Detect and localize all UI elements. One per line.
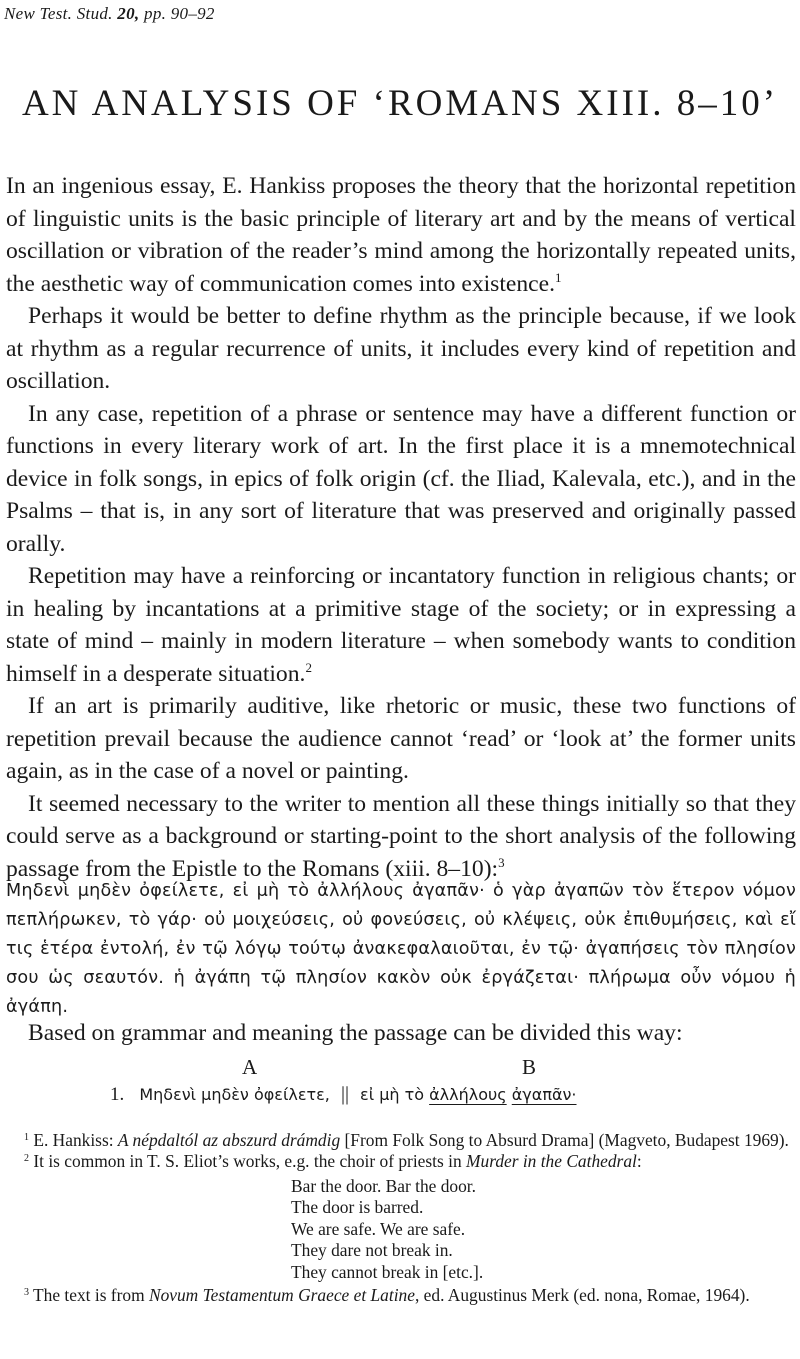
poem-line: They dare not break in.: [291, 1240, 453, 1261]
division-number: 1.: [110, 1084, 125, 1105]
division-part-b-prefix: εἰ μὴ τὸ: [360, 1085, 425, 1104]
volume-number: 20,: [117, 4, 140, 23]
poem-line: We are safe. We are safe.: [291, 1218, 466, 1239]
footnotes: [6, 1130, 796, 1306]
cited-title: Novum Testamentum Graece et Latine: [148, 1285, 415, 1306]
poem-line: The door is barred.: [291, 1197, 424, 1218]
footnote-1: $^1$ E. Hankiss: A népdaltól az abszurd drámdig [From Folk Song to Absurd Drama] (Magveto, Budapest 1969).: [24, 1130, 789, 1150]
division-separator: ||: [340, 1083, 349, 1105]
cited-title: Murder in the Cathedral: [466, 1151, 637, 1171]
footnote-ref[interactable]: 3: [498, 854, 505, 870]
cited-title: A népdaltól az abszurd drámdig: [117, 1130, 341, 1150]
running-head: [4, 4, 215, 24]
division-underlined-word: ἀγαπᾶν·: [511, 1085, 577, 1104]
paragraph: If an art is primarily auditive, like rhetoric or music, these two functions of repetition prevail because the audience cannot ‘read’ or ‘look at’ the former units again, as in the case of a novel or painting.: [6, 693, 796, 784]
article-body: [6, 170, 796, 885]
column-label-a: A: [242, 1055, 258, 1079]
poem-line: They cannot break in [etc.].: [291, 1261, 484, 1282]
quoted-poem: [291, 1176, 796, 1283]
paragraph: Repetition may have a reinforcing or incantatory function in religious chants; or in healing by incantations at a primitive stage of the society; or in expressing a state of mind – mainly in modern literature – when somebody wants to condition himself in a desperate situation.$^2$: [6, 563, 796, 687]
footnote-2: $^2$ It is common in T. S. Eliot’s works, e.g. the choir of priests in Murder in the Cathedral:: [24, 1151, 642, 1171]
footnote-ref[interactable]: 1: [555, 269, 562, 285]
division-intro: Based on grammar and meaning the passage can be divided this way:: [28, 1020, 683, 1046]
division-line: [110, 1083, 577, 1106]
article-title: AN ANALYSIS OF ‘ROMANS XIII. 8–10’: [21, 83, 779, 124]
column-label-b: B: [522, 1055, 537, 1079]
greek-passage: Μηδενὶ μηδὲν ὀφείλετε, εἰ μὴ τὸ ἀλλήλους ἀγαπᾶν· ὁ γὰρ ἀγαπῶν τὸν ἕτερον νόμον πεπλήρωκεν, τὸ γάρ· οὐ μοιχεύσεις, οὐ φονεύσεις, οὐ κλέψεις, οὐκ ἐπιθυμήσεις, καὶ εἴ τις ἑτέρα ἐντολή, ἐν τῷ λόγῳ τούτῳ ἀνακεφαλαιοῦται, ἐν τῷ· ἀγαπήσεις τὸν πλησίον σου ὡς σεαυτόν. ἡ ἀγάπη τῷ πλησίον κακὸν οὐκ ἐργάζεται· πλήρωμα οὖν νόμου ἡ ἀγάπη.: [6, 881, 796, 1017]
paragraph: In an ingenious essay, E. Hankiss proposes the theory that the horizontal repetition of linguistic units is the basic principle of literary art and by the means of vertical oscillation or vibration of the reader’s mind among the horizontally repeated units, the aesthetic way of communication comes into existence.$^1$: [6, 173, 796, 297]
division-part-a: Μηδενὶ μηδὲν ὀφείλετε,: [139, 1085, 330, 1104]
footnote-3: $^3$ The text is from Novum Testamentum Graece et Latine, ed. Augustinus Merk (ed. nona, Romae, 1964).: [24, 1285, 750, 1306]
footnote-ref[interactable]: 2: [305, 659, 312, 675]
paragraph: In any case, repetition of a phrase or sentence may have a different function or functions in every literary work of art. In the first place it is a mnemotechnical device in folk songs, in epics of folk origin (cf. the Iliad, Kalevala, etc.), and in the Psalms – that is, in any sort of literature that was preserved and originally passed orally.: [6, 400, 796, 557]
journal-name: New Test. Stud.: [4, 4, 113, 23]
paragraph: Perhaps it would be better to define rhythm as the principle because, if we look at rhythm as a regular recurrence of units, it includes every kind of repetition and oscillation.: [6, 303, 796, 394]
page-range: pp. 90–92: [144, 4, 215, 23]
paragraph: It seemed necessary to the writer to mention all these things initially so that they could serve as a background or starting-point to the short analysis of the following passage from the Epistle to the Romans (xiii. 8–10):$^3$: [6, 790, 796, 882]
poem-line: Bar the door. Bar the door.: [291, 1176, 476, 1196]
division-underlined-word: ἀλλήλους: [429, 1085, 507, 1104]
